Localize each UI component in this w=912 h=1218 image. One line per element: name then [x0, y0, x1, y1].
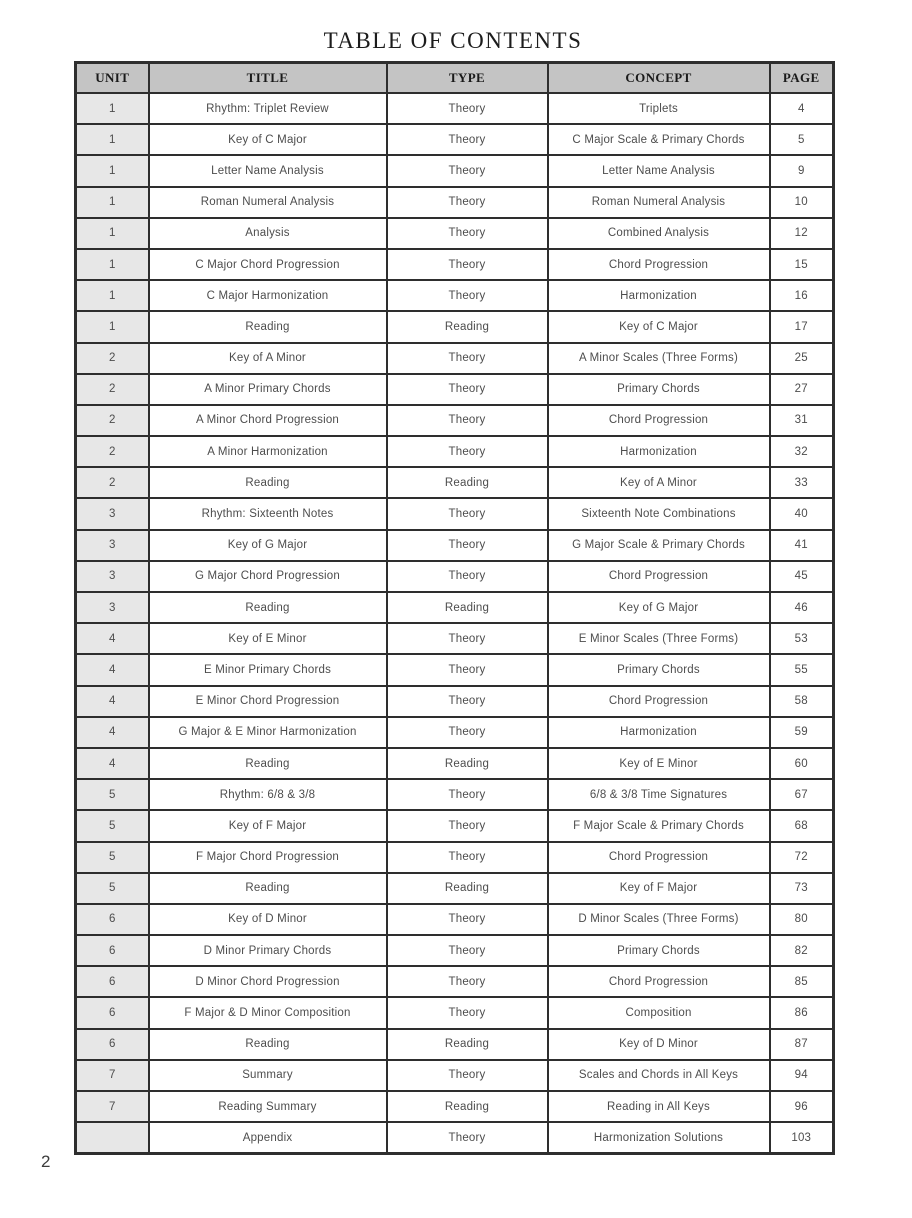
cell-concept: Key of A Minor: [548, 467, 770, 498]
cell-page: 32: [770, 436, 834, 467]
cell-type: Theory: [387, 124, 548, 155]
cell-unit: 1: [76, 124, 149, 155]
cell-unit: 4: [76, 717, 149, 748]
cell-type: Reading: [387, 1091, 548, 1122]
table-row: [76, 561, 834, 592]
cell-unit: 7: [76, 1060, 149, 1091]
table-row: [76, 249, 834, 280]
cell-unit: 2: [76, 436, 149, 467]
cell-title: D Minor Primary Chords: [149, 935, 387, 966]
cell-unit: 5: [76, 842, 149, 873]
cell-type: Theory: [387, 218, 548, 249]
cell-page: 59: [770, 717, 834, 748]
table-row: [76, 997, 834, 1028]
table-row: [76, 1091, 834, 1122]
cell-title: Appendix: [149, 1122, 387, 1154]
cell-page: 25: [770, 343, 834, 374]
cell-page: 45: [770, 561, 834, 592]
cell-unit: 5: [76, 873, 149, 904]
cell-page: 103: [770, 1122, 834, 1154]
cell-page: 73: [770, 873, 834, 904]
cell-type: Theory: [387, 779, 548, 810]
cell-concept: Chord Progression: [548, 561, 770, 592]
table-row: [76, 311, 834, 342]
cell-unit: 6: [76, 935, 149, 966]
table-row: [76, 810, 834, 841]
cell-concept: Scales and Chords in All Keys: [548, 1060, 770, 1091]
table-row: [76, 124, 834, 155]
cell-title: Reading: [149, 873, 387, 904]
cell-unit: 1: [76, 249, 149, 280]
cell-title: C Major Harmonization: [149, 280, 387, 311]
cell-concept: Chord Progression: [548, 249, 770, 280]
cell-concept: Sixteenth Note Combinations: [548, 498, 770, 529]
cell-title: G Major Chord Progression: [149, 561, 387, 592]
cell-concept: Harmonization: [548, 717, 770, 748]
cell-page: 17: [770, 311, 834, 342]
cell-title: Key of F Major: [149, 810, 387, 841]
header-row: [76, 63, 834, 94]
cell-page: 27: [770, 374, 834, 405]
cell-type: Reading: [387, 748, 548, 779]
table-row: [76, 405, 834, 436]
cell-page: 80: [770, 904, 834, 935]
cell-unit: 2: [76, 343, 149, 374]
cell-title: F Major & D Minor Composition: [149, 997, 387, 1028]
cell-unit: 4: [76, 686, 149, 717]
cell-unit: 2: [76, 405, 149, 436]
cell-unit: 3: [76, 561, 149, 592]
cell-type: Theory: [387, 997, 548, 1028]
cell-concept: Letter Name Analysis: [548, 155, 770, 186]
cell-type: Theory: [387, 904, 548, 935]
column-header-unit: UNIT: [76, 63, 149, 94]
cell-concept: Combined Analysis: [548, 218, 770, 249]
cell-concept: Composition: [548, 997, 770, 1028]
cell-type: Theory: [387, 810, 548, 841]
cell-title: Reading: [149, 592, 387, 623]
table-row: [76, 779, 834, 810]
cell-title: A Minor Harmonization: [149, 436, 387, 467]
cell-unit: 2: [76, 467, 149, 498]
cell-page: 86: [770, 997, 834, 1028]
cell-title: F Major Chord Progression: [149, 842, 387, 873]
cell-concept: A Minor Scales (Three Forms): [548, 343, 770, 374]
table-row: [76, 592, 834, 623]
cell-type: Theory: [387, 498, 548, 529]
cell-page: 15: [770, 249, 834, 280]
cell-concept: Key of C Major: [548, 311, 770, 342]
column-header-title: TITLE: [149, 63, 387, 94]
cell-title: D Minor Chord Progression: [149, 966, 387, 997]
table-row: [76, 935, 834, 966]
cell-unit: 7: [76, 1091, 149, 1122]
cell-unit: 1: [76, 311, 149, 342]
cell-title: Rhythm: 6/8 & 3/8: [149, 779, 387, 810]
cell-type: Theory: [387, 561, 548, 592]
cell-page: 10: [770, 187, 834, 218]
cell-concept: Primary Chords: [548, 654, 770, 685]
cell-type: Theory: [387, 280, 548, 311]
cell-concept: Harmonization: [548, 280, 770, 311]
toc-table-body: [76, 93, 834, 1154]
table-row: [76, 93, 834, 124]
cell-type: Theory: [387, 93, 548, 124]
table-row: [76, 1029, 834, 1060]
column-header-page: PAGE: [770, 63, 834, 94]
cell-concept: Key of G Major: [548, 592, 770, 623]
cell-concept: Key of D Minor: [548, 1029, 770, 1060]
cell-type: Reading: [387, 1029, 548, 1060]
cell-concept: F Major Scale & Primary Chords: [548, 810, 770, 841]
cell-concept: G Major Scale & Primary Chords: [548, 530, 770, 561]
table-row: [76, 1060, 834, 1091]
cell-type: Theory: [387, 187, 548, 218]
cell-page: 53: [770, 623, 834, 654]
cell-type: Reading: [387, 873, 548, 904]
cell-unit: 1: [76, 93, 149, 124]
cell-unit: 1: [76, 155, 149, 186]
cell-page: 60: [770, 748, 834, 779]
table-row: [76, 686, 834, 717]
cell-concept: 6/8 & 3/8 Time Signatures: [548, 779, 770, 810]
cell-title: Key of A Minor: [149, 343, 387, 374]
cell-title: Reading: [149, 467, 387, 498]
cell-page: 46: [770, 592, 834, 623]
cell-title: A Minor Primary Chords: [149, 374, 387, 405]
cell-page: 12: [770, 218, 834, 249]
cell-page: 96: [770, 1091, 834, 1122]
table-row: [76, 187, 834, 218]
cell-type: Theory: [387, 654, 548, 685]
column-header-concept: CONCEPT: [548, 63, 770, 94]
cell-unit: 5: [76, 779, 149, 810]
table-row: [76, 280, 834, 311]
cell-page: 72: [770, 842, 834, 873]
table-row: [76, 623, 834, 654]
cell-concept: Primary Chords: [548, 374, 770, 405]
cell-type: Theory: [387, 530, 548, 561]
cell-unit: 4: [76, 623, 149, 654]
cell-unit: 1: [76, 218, 149, 249]
cell-page: 5: [770, 124, 834, 155]
cell-concept: Chord Progression: [548, 842, 770, 873]
cell-unit: 4: [76, 748, 149, 779]
table-row: [76, 155, 834, 186]
cell-title: E Minor Primary Chords: [149, 654, 387, 685]
table-row: [76, 374, 834, 405]
cell-type: Reading: [387, 467, 548, 498]
cell-concept: Chord Progression: [548, 405, 770, 436]
cell-page: 82: [770, 935, 834, 966]
cell-type: Theory: [387, 966, 548, 997]
table-row: [76, 904, 834, 935]
table-row: [76, 748, 834, 779]
table-row: [76, 436, 834, 467]
cell-title: Reading: [149, 748, 387, 779]
cell-page: 41: [770, 530, 834, 561]
cell-concept: Primary Chords: [548, 935, 770, 966]
table-row: [76, 966, 834, 997]
cell-page: 85: [770, 966, 834, 997]
cell-unit: 2: [76, 374, 149, 405]
cell-unit: 1: [76, 187, 149, 218]
cell-concept: Triplets: [548, 93, 770, 124]
table-row: [76, 530, 834, 561]
cell-title: Reading: [149, 1029, 387, 1060]
cell-title: Rhythm: Triplet Review: [149, 93, 387, 124]
cell-title: Letter Name Analysis: [149, 155, 387, 186]
page-title: TABLE OF CONTENTS: [323, 28, 583, 53]
cell-page: 94: [770, 1060, 834, 1091]
cell-title: Rhythm: Sixteenth Notes: [149, 498, 387, 529]
cell-concept: Chord Progression: [548, 686, 770, 717]
cell-type: Theory: [387, 249, 548, 280]
cell-unit: 1: [76, 280, 149, 311]
cell-title: Key of G Major: [149, 530, 387, 561]
page-number: 2: [41, 1152, 51, 1171]
cell-page: 16: [770, 280, 834, 311]
column-header-type: TYPE: [387, 63, 548, 94]
cell-title: Analysis: [149, 218, 387, 249]
cell-unit: 6: [76, 997, 149, 1028]
table-row: [76, 842, 834, 873]
cell-concept: Key of F Major: [548, 873, 770, 904]
cell-unit: 4: [76, 654, 149, 685]
cell-concept: E Minor Scales (Three Forms): [548, 623, 770, 654]
cell-page: 55: [770, 654, 834, 685]
cell-type: Theory: [387, 842, 548, 873]
cell-type: Theory: [387, 343, 548, 374]
cell-unit: 3: [76, 530, 149, 561]
cell-concept: Key of E Minor: [548, 748, 770, 779]
table-row: [76, 218, 834, 249]
cell-type: Theory: [387, 436, 548, 467]
cell-concept: Harmonization Solutions: [548, 1122, 770, 1154]
cell-page: 87: [770, 1029, 834, 1060]
cell-unit: 5: [76, 810, 149, 841]
cell-title: G Major & E Minor Harmonization: [149, 717, 387, 748]
cell-type: Theory: [387, 1060, 548, 1091]
cell-title: A Minor Chord Progression: [149, 405, 387, 436]
cell-title: E Minor Chord Progression: [149, 686, 387, 717]
cell-type: Theory: [387, 623, 548, 654]
cell-concept: Roman Numeral Analysis: [548, 187, 770, 218]
cell-page: 9: [770, 155, 834, 186]
cell-page: 67: [770, 779, 834, 810]
cell-concept: Chord Progression: [548, 966, 770, 997]
table-row: [76, 498, 834, 529]
cell-title: C Major Chord Progression: [149, 249, 387, 280]
table-row: [76, 873, 834, 904]
cell-unit: 6: [76, 1029, 149, 1060]
cell-type: Theory: [387, 717, 548, 748]
table-row: [76, 654, 834, 685]
cell-title: Key of D Minor: [149, 904, 387, 935]
cell-type: Theory: [387, 155, 548, 186]
cell-title: Summary: [149, 1060, 387, 1091]
cell-page: 31: [770, 405, 834, 436]
table-row: [76, 467, 834, 498]
cell-page: 40: [770, 498, 834, 529]
cell-concept: Harmonization: [548, 436, 770, 467]
table-row: [76, 343, 834, 374]
cell-unit: 6: [76, 904, 149, 935]
cell-type: Theory: [387, 405, 548, 436]
cell-concept: C Major Scale & Primary Chords: [548, 124, 770, 155]
cell-concept: Reading in All Keys: [548, 1091, 770, 1122]
cell-type: Theory: [387, 374, 548, 405]
table-row: [76, 717, 834, 748]
cell-type: Theory: [387, 686, 548, 717]
cell-type: Theory: [387, 1122, 548, 1154]
cell-page: 4: [770, 93, 834, 124]
cell-page: 33: [770, 467, 834, 498]
cell-title: Key of C Major: [149, 124, 387, 155]
cell-title: Reading: [149, 311, 387, 342]
table-row: [76, 1122, 834, 1154]
cell-type: Reading: [387, 311, 548, 342]
cell-title: Reading Summary: [149, 1091, 387, 1122]
table-of-contents: [74, 61, 835, 1155]
table-header: [76, 63, 834, 94]
cell-page: 58: [770, 686, 834, 717]
cell-title: Roman Numeral Analysis: [149, 187, 387, 218]
cell-type: Theory: [387, 935, 548, 966]
cell-unit: 3: [76, 592, 149, 623]
cell-page: 68: [770, 810, 834, 841]
cell-unit: 6: [76, 966, 149, 997]
cell-type: Reading: [387, 592, 548, 623]
cell-unit: 3: [76, 498, 149, 529]
cell-concept: D Minor Scales (Three Forms): [548, 904, 770, 935]
cell-title: Key of E Minor: [149, 623, 387, 654]
cell-unit: [76, 1122, 149, 1154]
